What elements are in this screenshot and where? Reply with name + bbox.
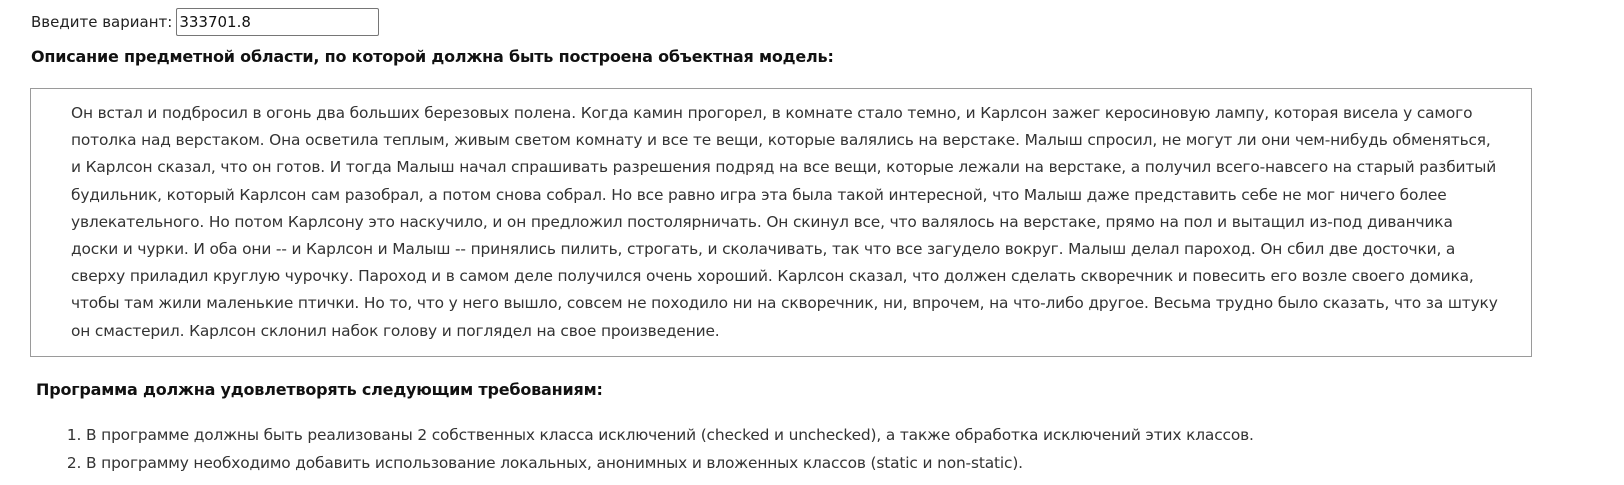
- variant-label: Введите вариант:: [31, 13, 173, 31]
- variant-row: [31, 6, 379, 38]
- requirements-list: [66, 421, 1254, 477]
- description-text: Он встал и подбросил в огонь два больших березовых полена. Когда камин прогорел, в комнате стало темно, и Карлсон зажег керосиновую лампу, которая висела у самого потолка над верстаком. Она осветила теплым, живым светом комнату и все те вещи, которые валялись на верстаке. Малыш спросил, не могут ли они чем-нибудь обменяться, и Карлсон сказал, что он готов. И тогда Малыш начал спрашивать разрешения подряд на все вещи, которые лежали на верстаке, а получил всего-навсего на старый разбитый будильник, который Карлсон сам разобрал, а потом снова собрал. Но все равно игра эта была такой интересной, что Малыш даже представить себе не мог ничего более увлекательного. Но потом Карлсону это наскучило, и он предложил постолярничать. Он скинул все, что валялось на верстаке, прямо на пол и вытащил из-под диванчика доски и чурки. И оба они -- и Карлсон и Малыш -- принялись пилить, строгать, и сколачивать, так что все загудело вокруг. Малыш делал пароход. Он сбил две досточки, а сверху приладил круглую чурочку. Пароход и в самом деле получился очень хороший. Карлсон сказал, что должен сделать скворечник и повесить его возле своего домика, чтобы там жили маленькие птички. Но то, что у него вышло, совсем не походило ни на скворечник, ни, впрочем, на что-либо другое. Весьма трудно было сказать, что за штуку он смастерил. Карлсон склонил набок голову и поглядел на свое произведение.: [71, 104, 1498, 340]
- requirement-item: 1. В программе должны быть реализованы 2 собственных класса исключений (checked и unchecked), а также обработка исключений этих классов.: [86, 421, 1254, 449]
- variant-input[interactable]: [176, 8, 379, 36]
- requirement-item: 2. В программу необходимо добавить использование локальных, анонимных и вложенных классов (static и non-static).: [86, 449, 1254, 477]
- description-heading: Описание предметной области, по которой должна быть построена объектная модель:: [31, 47, 834, 66]
- description-box: [30, 88, 1532, 357]
- requirements-heading: Программа должна удовлетворять следующим требованиям:: [36, 380, 603, 399]
